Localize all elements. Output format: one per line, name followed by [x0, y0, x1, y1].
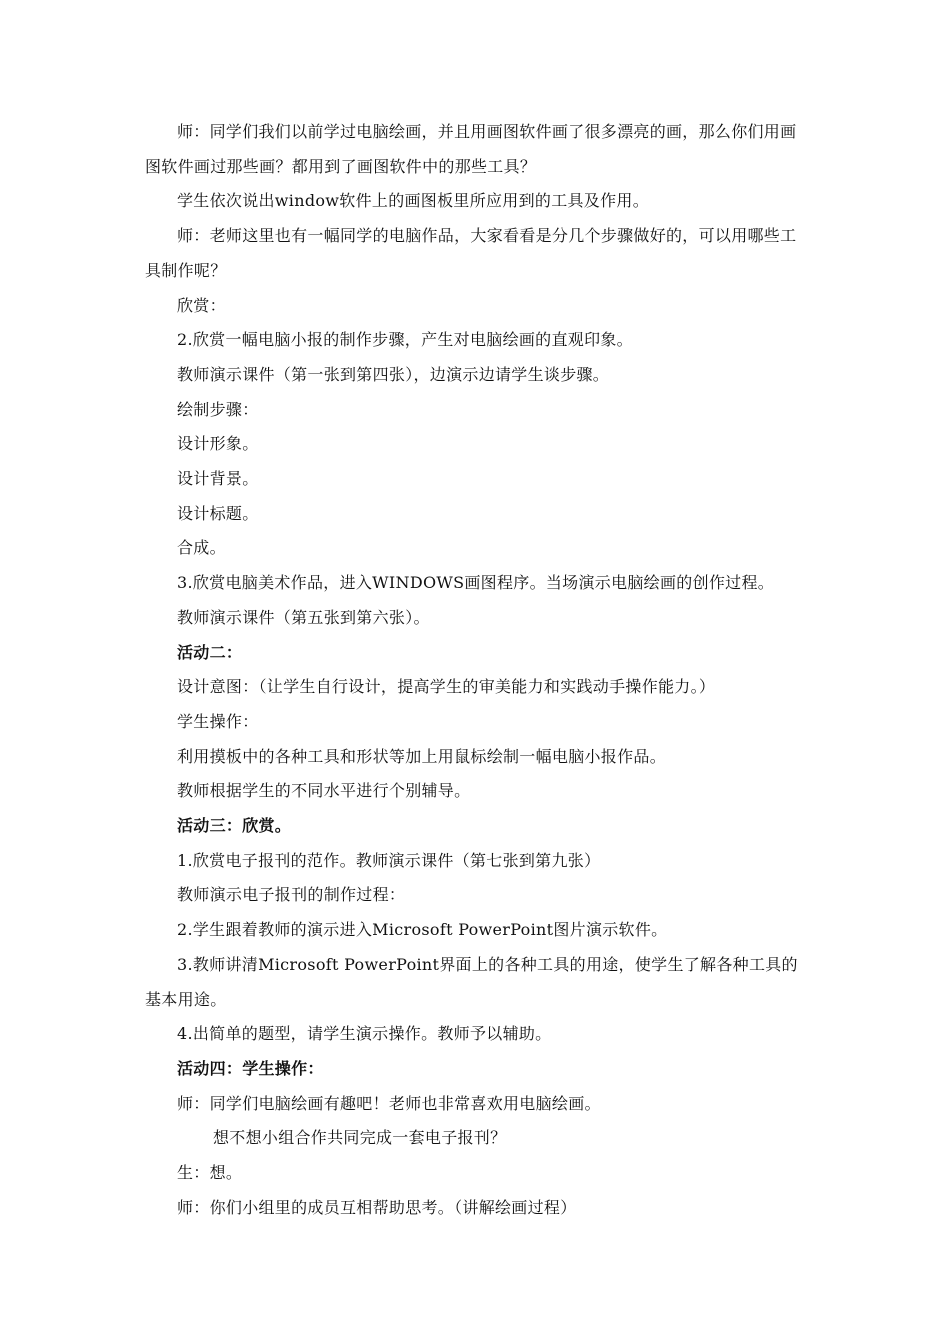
- paragraph: 绘制步骤：: [177, 399, 259, 419]
- paragraph: 教师根据学生的不同水平进行个别辅导。: [177, 781, 471, 801]
- step-item: 设计标题。: [177, 503, 259, 523]
- paragraph: 3.教师讲清Microsoft PowerPoint界面上的各种工具的用途，使学生了解各种工具的基本用途。: [145, 954, 798, 1009]
- paragraph: 4.出简单的题型，请学生演示操作。教师予以辅助。: [177, 1024, 552, 1044]
- paragraph: 学生依次说出window软件上的画图板里所应用到的工具及作用。: [177, 191, 649, 211]
- paragraph: 欣赏：: [177, 295, 226, 315]
- paragraph: 利用摸板中的各种工具和形状等加上用鼠标绘制一幅电脑小报作品。: [177, 746, 667, 766]
- paragraph: 设计意图：（让学生自行设计，提高学生的审美能力和实践动手操作能力。）: [177, 677, 716, 697]
- step-item: 设计形象。: [177, 434, 259, 454]
- paragraph: 生：想。: [177, 1163, 243, 1183]
- paragraph: 教师演示课件（第一张到第四张），边演示边请学生谈步骤。: [177, 364, 610, 384]
- document-body: [145, 115, 810, 1226]
- paragraph: 教师演示电子报刊的制作过程：: [177, 885, 406, 905]
- paragraph: 3.欣赏电脑美术作品，进入WINDOWS画图程序。当场演示电脑绘画的创作过程。: [177, 573, 775, 593]
- section-heading: 活动四：学生操作：: [177, 1058, 324, 1078]
- step-item: 合成。: [177, 538, 226, 558]
- section-heading: 活动三：欣赏。: [177, 816, 292, 836]
- paragraph: 2.欣赏一幅电脑小报的制作步骤，产生对电脑绘画的直观印象。: [177, 330, 633, 350]
- paragraph: 师：同学们我们以前学过电脑绘画，并且用画图软件画了很多漂亮的画，那么你们用画图软件画过那些画？都用到了画图软件中的那些工具？: [145, 122, 797, 176]
- paragraph: 学生操作：: [177, 711, 259, 731]
- paragraph: 师：老师这里也有一幅同学的电脑作品，大家看看是分几个步骤做好的，可以用哪些工具制作呢？: [145, 226, 797, 280]
- paragraph: 师：同学们电脑绘画有趣吧！老师也非常喜欢用电脑绘画。: [177, 1093, 601, 1113]
- section-heading: 活动二：: [177, 642, 243, 662]
- paragraph: 1.欣赏电子报刊的范作。教师演示课件（第七张到第九张）: [177, 850, 601, 870]
- paragraph: 想不想小组合作共同完成一套电子报刊？: [213, 1128, 507, 1148]
- step-item: 设计背景。: [177, 469, 259, 489]
- paragraph: 教师演示课件（第五张到第六张）。: [177, 607, 430, 627]
- paragraph: 2.学生跟着教师的演示进入Microsoft PowerPoint图片演示软件。: [177, 920, 668, 940]
- paragraph: 师：你们小组里的成员互相帮助思考。（讲解绘画过程）: [177, 1197, 577, 1217]
